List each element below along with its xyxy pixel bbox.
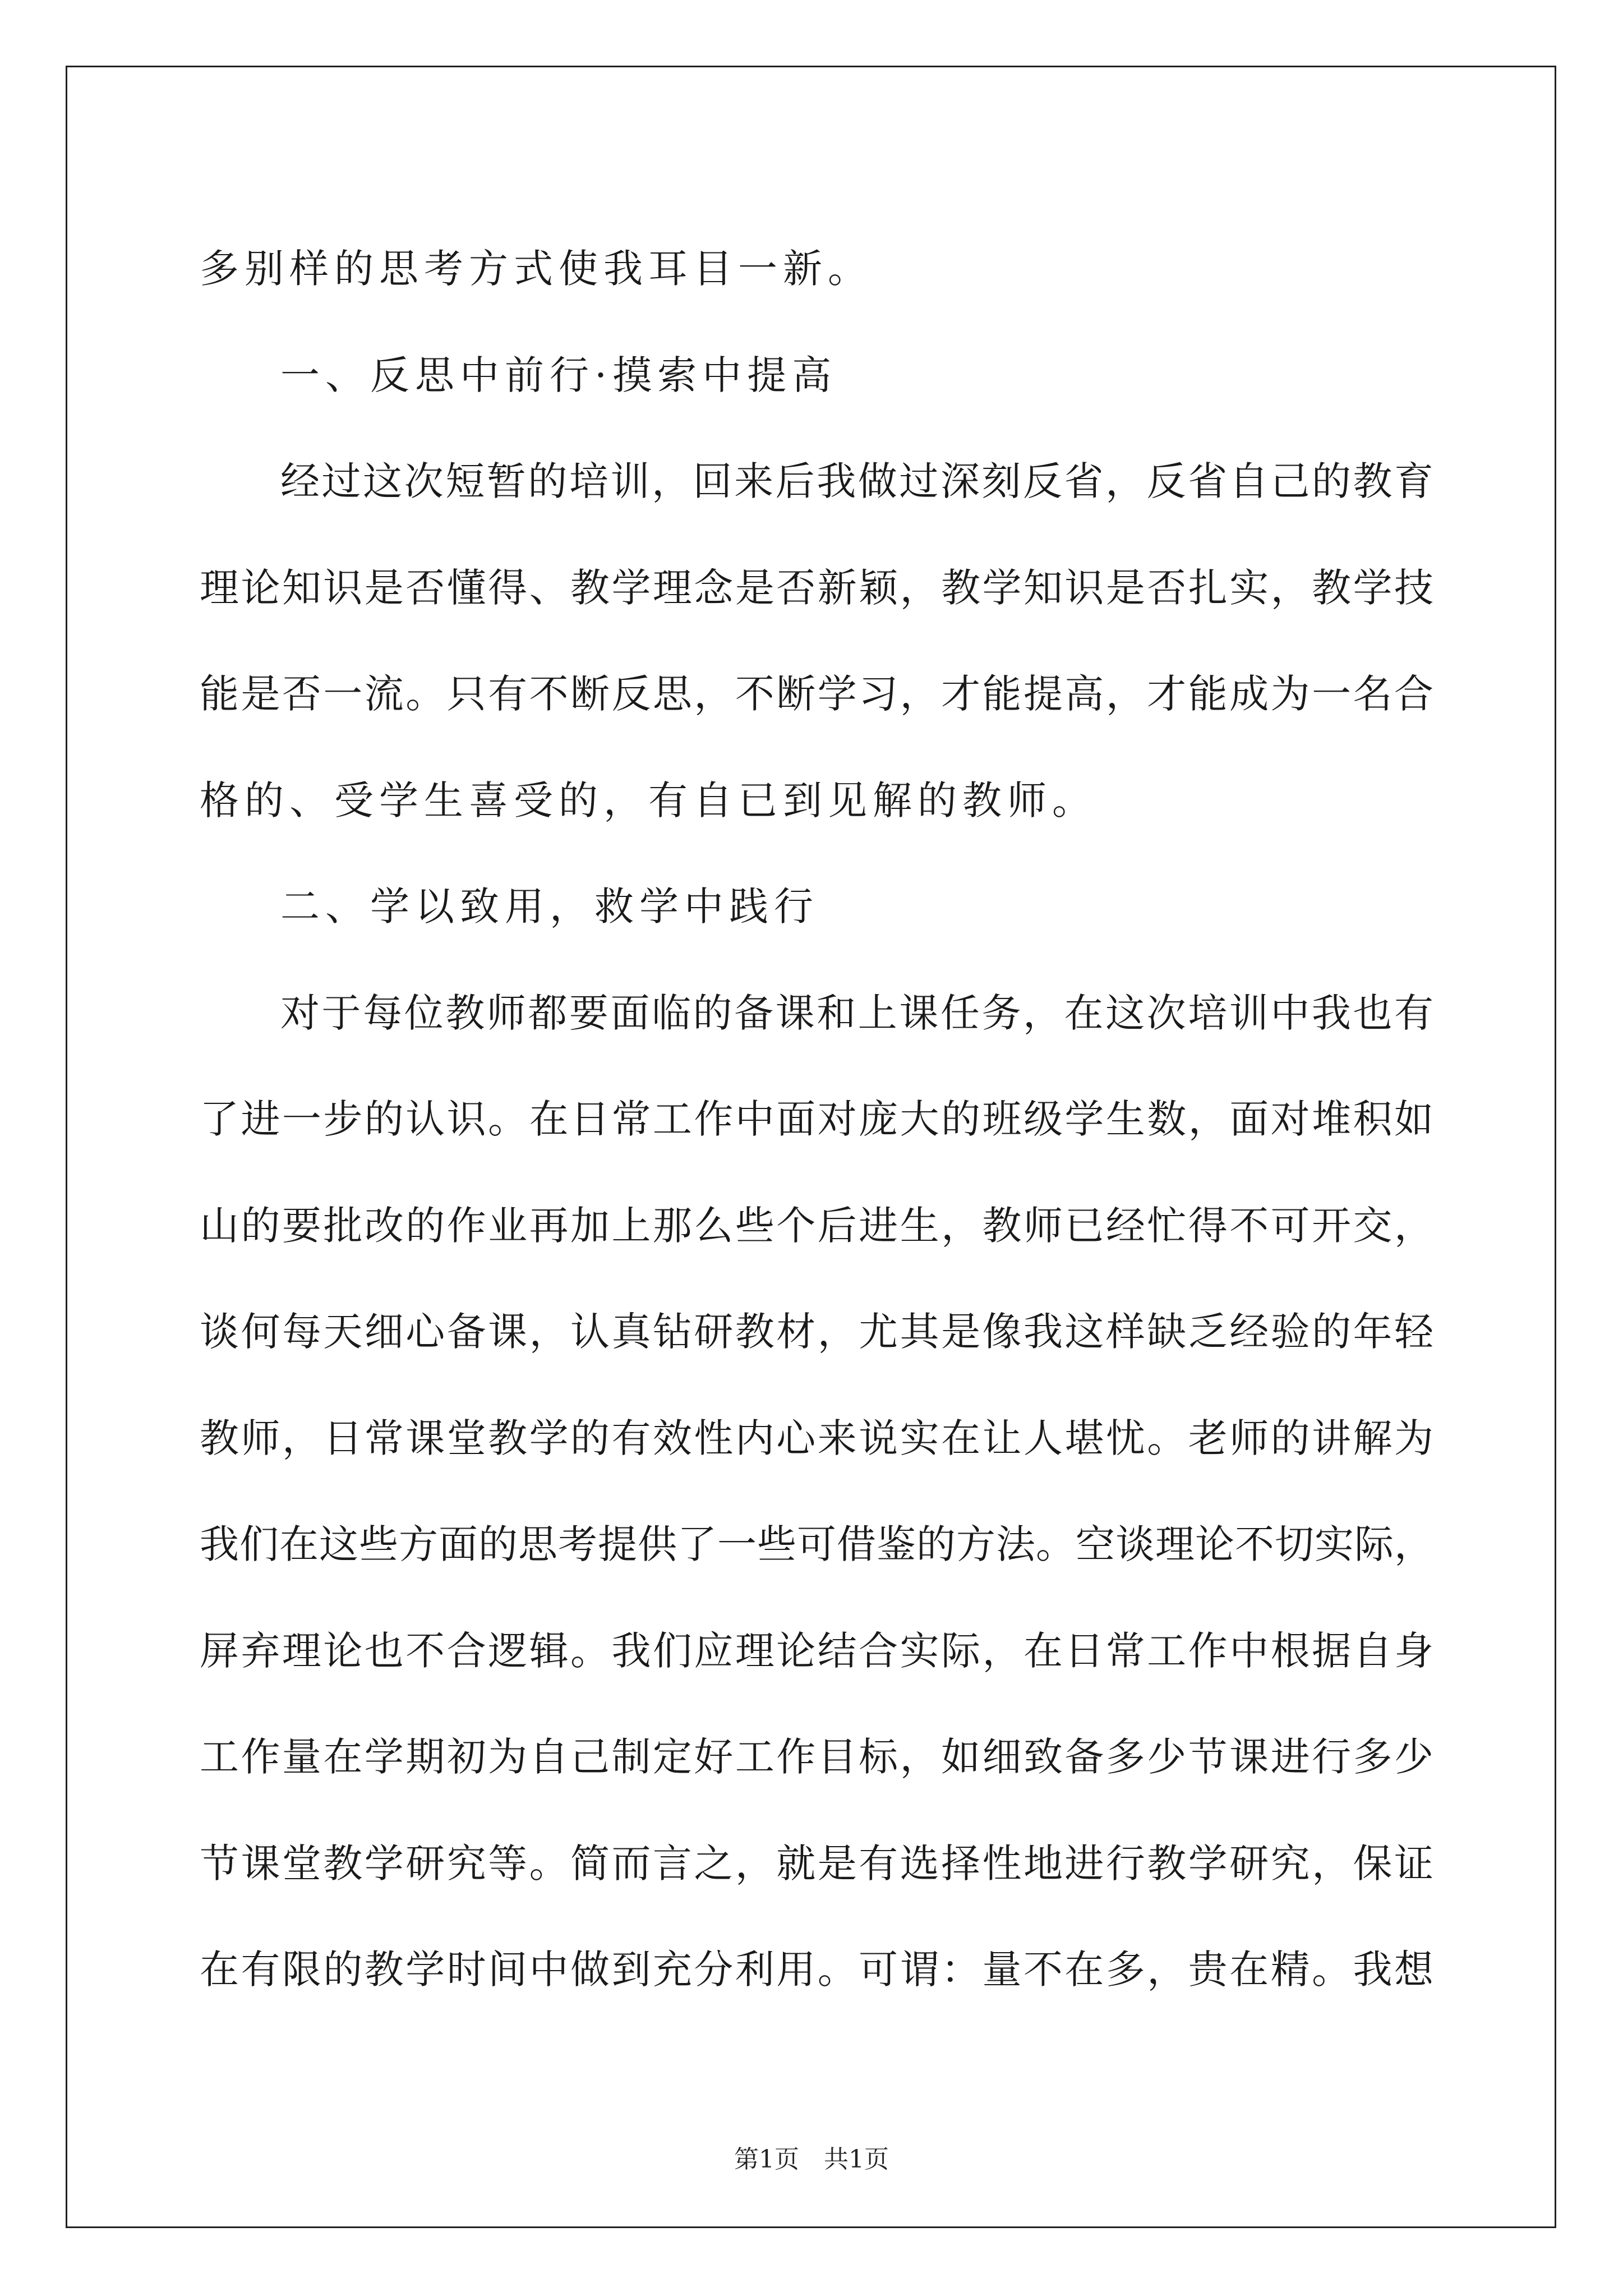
text-line: 教师，日常课堂教学的有效性内心来说实在让人堪忧。老师的讲解为: [200, 1415, 1433, 1461]
text-line: 了进一步的认识。在日常工作中面对庞大的班级学生数，面对堆积如: [200, 1096, 1433, 1142]
page-total: 共1页: [824, 2145, 889, 2174]
page-number: 第1页: [734, 2145, 799, 2174]
text-line: 谈何每天细心备课，认真钻研教材，尤其是像我这样缺乏经验的年轻: [200, 1309, 1433, 1355]
section-heading: 二、学以致用，救学中践行: [280, 884, 819, 930]
text-line: 我们在这些方面的思考提供了一些可借鉴的方法。空谈理论不切实际，: [200, 1521, 1433, 1567]
text-line: 山的要批改的作业再加上那么些个后进生，教师已经忙得不可开交，: [200, 1202, 1433, 1249]
text-line: 屏弃理论也不合逻辑。我们应理论结合实际，在日常工作中根据自身: [200, 1627, 1433, 1674]
text-line: 经过这次短暂的培训，回来后我做过深刻反省，反省自己的教育: [280, 458, 1433, 504]
document-body: [200, 216, 1433, 2023]
text-line: 能是否一流。只有不断反思，不断学习，才能提高，才能成为一名合: [200, 671, 1433, 717]
text-line: 理论知识是否懂得、教学理念是否新颖，教学知识是否扎实，教学技: [200, 564, 1433, 611]
text-line: 多别样的思考方式使我耳目一新。: [200, 246, 873, 292]
text-line: 格的、受学生喜受的，有自已到见解的教师。: [200, 777, 1097, 823]
page-footer: [0, 2143, 1623, 2177]
text-line: 工作量在学期初为自己制定好工作目标，如细致备多少节课进行多少: [200, 1734, 1433, 1780]
section-heading: 一、反思中前行·摸索中提高: [280, 352, 837, 398]
text-line: 节课堂教学研究等。简而言之，就是有选择性地进行教学研究，保证: [200, 1840, 1433, 1887]
text-line: 对于每位教师都要面临的备课和上课任务，在这次培训中我也有: [280, 990, 1433, 1036]
text-line: 在有限的教学时间中做到充分利用。可谓：量不在多，贵在精。我想: [200, 1947, 1433, 1993]
